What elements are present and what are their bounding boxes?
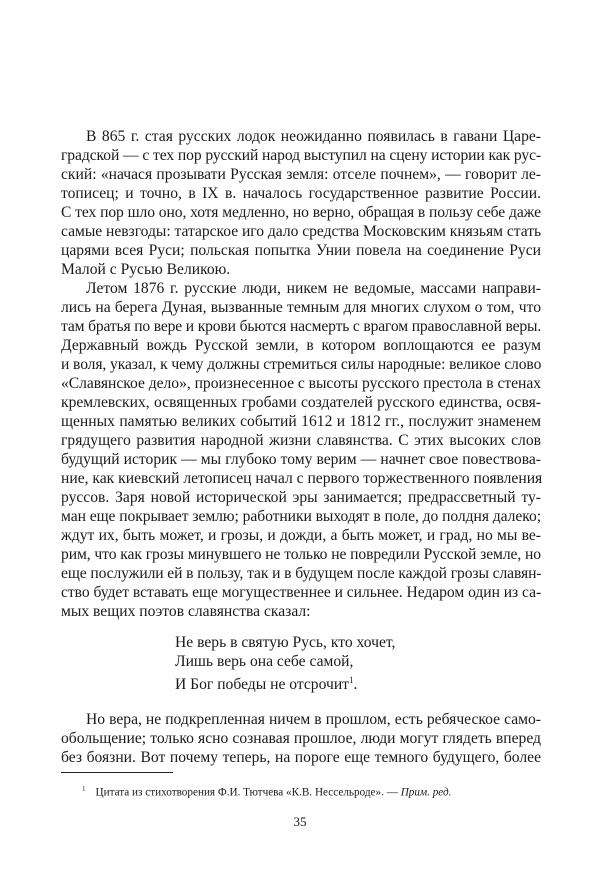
text-line: самые невзгоды: татарское иго дало средства Московским князьям стать — [61, 223, 542, 240]
poem-line-text: И Бог победы не отсрочит — [175, 676, 349, 694]
text-line: С тех пор шло оно, хотя медленно, но верно, обращая в пользу себе даже — [61, 204, 541, 221]
text-line: ман еще покрывает землю; работники выходят в поле, до полдня далеко; — [61, 508, 541, 525]
body-text-continued — [61, 710, 541, 767]
text-line: Но вера, не подкрепленная ничем в прошлом, есть ребяческое само- — [86, 711, 541, 728]
text-line: без боязни. Вот почему теперь, на пороге еще темного будущего, более — [61, 749, 541, 766]
footnote-divider — [61, 772, 173, 773]
text-line: там братья по вере и крови бьются насмерть с врагом православной веры. — [61, 318, 542, 335]
text-line: ждут их, быть может, и грозы, и дожди, а быть может, и град, но мы ве- — [61, 527, 541, 544]
footnote-mark: 1 — [82, 785, 86, 793]
text-line: градской — с тех пор русский народ выступил на сцену истории как рус- — [61, 147, 542, 164]
text-line: Летом 1876 г. русские люди, никем не ведомые, массами направи- — [86, 280, 541, 297]
text-line: ский: «начася прозывати Русская земля: отселе почнем», — говорит ле- — [61, 166, 541, 183]
text-line: руссов. Заря новой исторической эры занимается; предрассветный ту- — [61, 489, 541, 506]
text-line: лись на берега Дуная, вызванные темным для многих слухом о том, что — [61, 299, 541, 316]
poem-line: Лишь верь она себе самой, — [175, 653, 354, 670]
text-line: Державный вождь Русской земли, в котором воплощаются ее разум — [61, 337, 541, 354]
text-line: щенных памятью великих событий 1612 и 1812 гг., послужит знаменем — [61, 413, 541, 430]
text-line: обольщение; только ясно сознавая прошлое, люди могут глядеть вперед — [61, 730, 541, 747]
text-line: мых вещих поэтов славянства сказал: — [61, 603, 311, 620]
text-line: и воля, указал, к чему должны стремиться силы народные: великое слово — [61, 356, 542, 373]
body-text — [61, 127, 541, 621]
text-line: В 865 г. стая русских лодок неожиданно появилась в гавани Царе- — [86, 128, 541, 145]
text-line: грядущего развития народной жизни славянства. С этих высоких слов — [61, 432, 541, 449]
text-line: еще послужили ей в пользу, так и в будущем после каждой грозы славян- — [61, 565, 542, 582]
text-line: рим, что как грозы минувшего не только не повредили Русской земле, но — [61, 546, 541, 563]
poem-quote — [175, 633, 395, 694]
text-line: «Славянское дело», произнесенное с высоты русского престола в стенах — [61, 375, 541, 392]
text-line: ние, как киевский летописец начал с первого торжественного появления — [61, 470, 543, 487]
text-line: Малой с Русью Великою. — [61, 261, 231, 278]
page-number: 35 — [293, 814, 307, 829]
text-line: ство будет вставать еще могущественнее и сильнее. Недаром один из са- — [61, 584, 542, 601]
poem-line: Не верь в святую Русь, кто хочет, — [175, 634, 396, 651]
footnote — [82, 782, 451, 800]
text-line: царями всея Руси; польская попытка Унии повела на соединение Руси — [61, 242, 541, 259]
footnote-editor-note: Прим. ред. — [400, 786, 452, 799]
poem-line — [175, 671, 395, 694]
footnote-text: Цитата из стихотворения Ф.И. Тютчева «К.В. Нессельроде». — — [95, 786, 401, 799]
text-line: кремлевских, освященных гробами создателей русского единства, освя- — [61, 394, 541, 411]
punctuation: . — [353, 676, 358, 694]
text-line: тописец; и точно, в IX в. началось государственное развитие России. — [61, 185, 541, 202]
text-line: будущий историк — мы глубоко тому верим — начнет свое повествова- — [61, 451, 541, 468]
footnote-ref[interactable]: 1 — [348, 675, 354, 685]
